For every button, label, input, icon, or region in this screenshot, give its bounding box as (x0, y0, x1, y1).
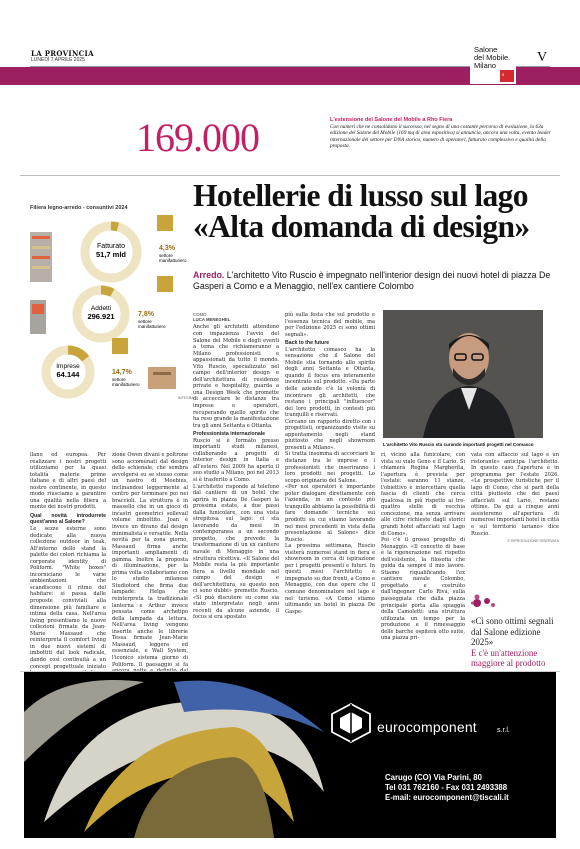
text-column-5 (381, 452, 465, 666)
section-letter: V (537, 50, 548, 65)
advert-address: Carugo (CO) Via Parini, 80 (385, 773, 482, 782)
col6-credit: © RIPRODUZIONE RISERVATA (507, 539, 559, 544)
byline (193, 312, 279, 322)
salone-line-2: del Mobile. (474, 53, 511, 62)
advert-email: E-mail: eurocomponent@tiscali.it (385, 793, 509, 802)
bookshelf-icon (30, 232, 52, 282)
subhead-kicker: Arredo. (193, 270, 225, 280)
text-column-2 (112, 452, 188, 666)
label-fatturato: Fatturato (96, 243, 126, 250)
salone-logo-text (474, 46, 510, 70)
text-column-1 (30, 452, 106, 670)
advertisement (24, 672, 556, 838)
architect-photo (383, 310, 543, 438)
col4-p2: L'architetto comasco ha la sensazione che il Salone del Mobile stia tornando allo spirito degli anni Settanta e Ottanta, quando il focus era interamente incentrato sul prodotto. «Da parte delle aziende c'è la volontà di incontrare gli architetti, che restano i principali "influencer" dei loro prodotti, in contesti più tranquilli e riservati. (285, 346, 375, 419)
text-column-4 (285, 312, 375, 666)
ring-addetti-share (101, 290, 112, 293)
headline-line-2: «Alta domanda di design» (193, 209, 530, 244)
pct-note-imprese-2: manifatturiero (112, 382, 140, 387)
advert-suffix: s.r.l. (497, 727, 510, 734)
col5-p1: ri, vicino alla funicolare, con vista su viale Geno e il Lario. Si chiamerà Regina Margherita, l'apertura è prevista per l'estate: saranno 11 stanze, l'obiettivo è intercettare quella fascia di clienti che cerca qualcosa in più rispetto ai tre-quattro stelle di vecchia concezione, ma senza arrivare alle cifre richieste dagli storici grandi hotel affacciati sul Lago di Como». (381, 452, 465, 537)
photo-caption: L'architetto Vito Ruscio sta curando importanti progetti nel Comasco (383, 442, 534, 447)
cabinet-icon (148, 367, 176, 389)
pct-note-fatturato-1: settore (159, 253, 173, 258)
col1-p2: Le sezze esterne sono dedicate alla nuova collezione outdoor in teak. All'interno dello stand la palette dei colori richiama la corporate identity di Poliform. "White boxes" incorniciano le varie ambientazioni che scandiscono il ritmo del habitare: si passa dalle proposte conviviali alla dimensione più familiare e intima della casa. Nell'area living presentiamo le nuove collezioni firmate da Jean-Marie Massaud che reinterpreta il comfort living in due nuovi sistemi di imbottiti dal look radicale, dando così continuità a un concept progettuale iniziato (30, 526, 106, 670)
col4-p6: La prossima settimana, Ruscio visiterà numerosi stand in fiera e showroom in cerca di ispirazione per i progetti presenti e futuri. In questi mesi l'architetto è impegnato su due fronti, a Como e Menaggio, con due opere che il comune denominatore nel lago e nel turismo. «A Como stiamo ultimando un hotel in piazza De Gaspe- (285, 543, 375, 615)
ring-imprese (46, 350, 90, 394)
ring-fatturato (85, 226, 137, 278)
section-divider (20, 175, 560, 176)
advert-brand: eurocomponent (377, 719, 477, 735)
salone-line-1: Salone (474, 45, 498, 54)
col4-p1: più sulla festa che sul prodotto e l'essenza tecnica del mobile, ma per l'edizione 2025 ci sono ottimi segnali». (285, 312, 375, 338)
text-column-6 (471, 452, 559, 588)
col2-p1: zione Owen divani e poltrone sono accomunati dal design dello schienale, che sembra avvolgersi su se stesso come un nastro di Moebius, inclinandosi leggermente al centro per terminare poi nei braccioli. La struttura è in massello che in un gioco di incastri geometrici sollevail volume imbottito. Joan è invece un divano dal design minimalista e versatile. Nella novità per la zona giorno, Massaud firma anche importanti ampliamenti di gamma. Inoltre la proposta di illuminazione, per la prima volta collaboriamo con lo studio milanese Studiotord che firma due lampade: Helga che reinterpreta la tradizionale lanterna e Arthur invece pensata come archetipo della lampada da lettura. Nell'area living vengono inserite anche le librerie Tessa firmate Jean-Marie Massaud, leggera ed essenziale, e Wall System, l'iconico sistema giorno di Poliform. Il paesaggio si fa (112, 452, 188, 668)
pct-fatturato: 4,3% (159, 245, 175, 252)
quote-line-1: «Ci sono ottimi segnali dal Salone edizione 2025» (471, 616, 554, 647)
col4-subhead: Back to the future (285, 340, 330, 347)
col6-p1: vata con affaccio sul lago e un ristorante» anticipa l'architetto. In questo caso l'apertura è in programma per l'estate 2026. «Le prospettive turistiche per il lago di Como, che si parli della città piuttosto che dei paesi affacciati sul Lario, restano ottime. Da qui a cinque anni assisteremo all'apertura di numerosi importanti hotel in città e sul territorio lariano» dice Ruscio. (471, 452, 559, 537)
pct-addetti: 7,8% (138, 311, 154, 318)
ring-fatturato-share (111, 226, 118, 227)
infographic-credit: INTEGRA (178, 396, 194, 400)
headline-line-1: Hotellerie di lusso sul lago (193, 178, 528, 213)
issue-date: LUNEDÌ 7 APRILE 2025 (31, 57, 85, 63)
portrait-illustration (383, 310, 543, 438)
value-fatturato: 51,7 mld (95, 250, 127, 259)
quote-line-2: E c'è un'attenzione maggiore al prodotto (471, 647, 546, 668)
factory-icon (112, 338, 128, 354)
ring-addetti (77, 290, 125, 338)
lamp-icon (30, 300, 46, 334)
workers-icon (157, 276, 173, 292)
label-imprese: Imprese (56, 363, 80, 370)
infographic-title: Filiera legno-arredo - consuntivi 2024 (30, 205, 128, 211)
big-number: 169.000 (136, 115, 259, 160)
label-addetti: Addetti (90, 305, 112, 312)
salone-line-3: Milano (474, 61, 497, 70)
ring-imprese-share (68, 350, 86, 359)
flower-icon (471, 594, 497, 612)
eurocomponent-logo-icon (330, 702, 372, 744)
infographic-graphic (28, 212, 188, 397)
subhead-text: L'architetto Vito Ruscio è impegnato nell'interior design dei nuovi hotel di piazza De Gasperi a Como e a Menaggio, nell'ex cantiere Colombo (193, 270, 551, 291)
pct-note-imprese-1: settore (112, 377, 126, 382)
col3-p3: L'architetto risponde al telefono dal cantiere di un hotel che aprirà in piazza De Gasperi la prossima estate, a due passi dalla funicolare, con una vista strepitosa sul lago: ci sta lavorando da mesi in contemporanea a un secondo progetto, che prevede la trasformazione di un ex cantiere navale di Menaggio in una struttura ricettiva. «Il Salone del Mobile resta la più importante fiera a livello mondiale nel campo del design e dell'architettura, su questo non ci sono dubbi» premette Ruscio. «Si può discutere su come sia stato interpretato negli anni recenti da alcune aziende, il focus si era spostato (193, 483, 279, 621)
col4-p3: Cercano un rapporto diretto con i progettisti, organizzando visite su appuntamento negli stand piuttosto che negli showroom presenti a Milano». (285, 418, 375, 451)
col1-p1: llano ed europea. Per realizzare i nostri progetti utilizziamo per la quasi totalità materie prime italiane e di altri paesi del nostro continente, in questo modo riusciamo a garantire una qualità nella filiera a monte dei nostri prodotti. (30, 452, 106, 511)
col5-p2: Poi c'è il grosso progetto di Menaggio. «Il concetto di base è la rigenerazione nel rispetto dell'esistente, la filosofia che guida da sempre il mio lavoro. Stiamo riqualificando l'ex cantiere navale Colombo, progettato e costruito dall'ingegner Carlo Riva, sulla passeggiata che dalla piazza principale porta alla spiaggia della Camoletti: una struttura utilizzata un tempo per la produzione e il rimessaggio delle barche ospiterà otto suite, una piazza pri- (381, 537, 465, 642)
byline-author: LUCA MENEGHEL (193, 317, 231, 323)
col3-p2: Ruscio si è formato presso importanti studi milanesi, collaborando a progetti di interior design in Italia e all'estero. Nel 2009 ha aperto il suo studio a Milano, poi nel 2013 si è trasferito a Como. (193, 437, 279, 483)
col4-p5: «Per noi operatori è importante poter dialogare direttamente con l'azienda, in un contesto più tranquillo abbiamo la possibilità di fare domande tecniche sui prodotti su cui stiamo lavorando nei mesi precedenti in vista della presentazione al Salone» dice Ruscio. (285, 484, 375, 543)
col3-subhead: Professionista internazionale (193, 431, 266, 438)
subhead (193, 270, 563, 291)
pct-imprese: 14,7% (112, 369, 132, 376)
lead-title: L'estensione del Salone del Mobile a Rho Fiera (330, 117, 453, 123)
salone-badge-label: s (502, 72, 505, 77)
pct-note-fatturato-2: manifatturiero (159, 258, 187, 263)
pct-note-addetti-1: settore (138, 319, 152, 324)
newspaper-name: LA PROVINCIA (31, 49, 94, 58)
pull-quote (471, 616, 559, 669)
col1-subhead: Qual novità introdurrete quest'anno al Salone? (30, 512, 106, 526)
advert-phone: Tel 031 762160 - Fax 031 2493388 (385, 783, 508, 792)
building-icon (157, 215, 173, 231)
value-addetti: 296.921 (87, 312, 115, 321)
pct-note-addetti-2: manifatturiero (138, 324, 166, 329)
headline (193, 180, 563, 242)
col3-p1: Anche gli architetti attendono con impazienza l'avvio del Salone del Mobile e degli eventi a tema che richiameranno a Milano professionisti e appassionati da tutto il mondo. Vito Ruscio, specializzato nel campo dell'interior design e dell'architettura di residenze private e hospitality, guarda a una Design Week che promette di accecciare le distanze tra imprese e operatori, recuperando quello spirito che ha reso grande la manifestazione tra gli anni Settanta e Ottanta. (193, 324, 279, 429)
advert-background (24, 672, 556, 838)
value-imprese: 64.144 (56, 370, 80, 379)
byline-city: COMO (193, 312, 207, 317)
text-column-3 (193, 312, 279, 666)
lead-body: Con numeri che ne consolidano il successo, nel segno di una costante percorso di evoluzione, la 63a edizione del Salone del Mobile (169 mq di area espositiva) si annuncia, ancora una volta, evento leader internazionale del settore per DNA storico, numero di operatori, fatturato complessivo e qualità della proposta. (330, 124, 551, 150)
col4-p4: Si tratta insomma di accorciare le distanze tra le imprese e i professionisti che inseriranno i loro prodotti nei progetti. Lo scopo originario del Salone. (285, 451, 375, 484)
